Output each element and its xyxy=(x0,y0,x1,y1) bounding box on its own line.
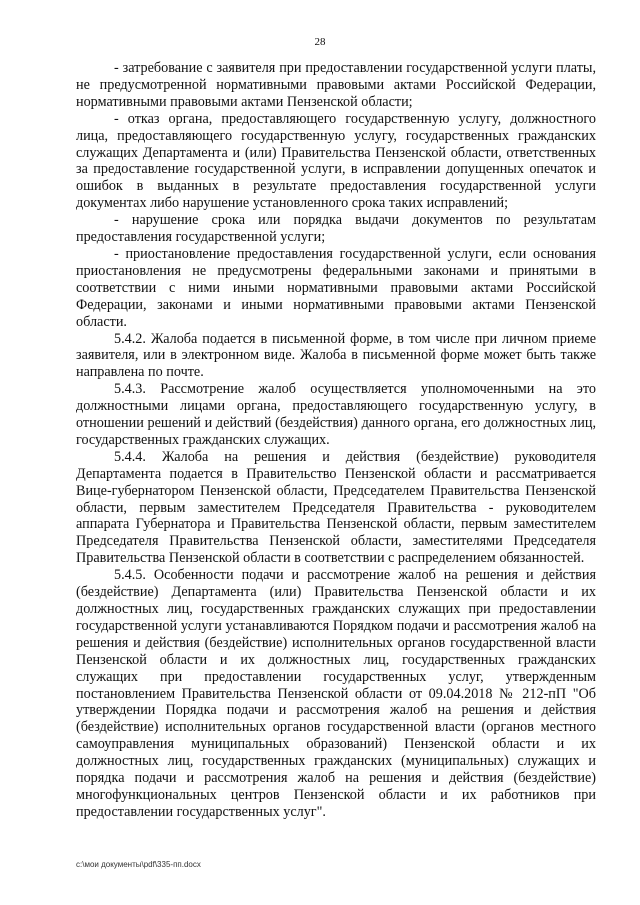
paragraph-deadline-violation: - нарушение срока или порядка выдачи документов по результатам предоставления государственной услуги; xyxy=(76,212,596,246)
document-body xyxy=(76,60,596,821)
paragraph-5-4-5: 5.4.5. Особенности подачи и рассмотрение жалоб на решения и действия (бездействие) Департамента (или) Правительства Пензенской области и их должностных лиц, государственных гражданских служащих при предоставлении государственной услуги устанавливаются Порядком подачи и рассмотрения жалоб на решения и действия (бездействие) исполнительных органов государственной власти Пензенской области и их должностных лиц, государственных гражданских служащих при предоставлении государственных услуг, утвержденным постановлением Правительства Пензенской области от 09.04.2018 № 212-пП "Об утверждении Порядка подачи и рассмотрения жалоб на решения и действия (бездействие) исполнительных органов государственной власти (органов местного самоуправления муниципальных образований) Пензенской области и их должностных лиц, государственных гражданских (муниципальных) служащих и порядка подачи и рассмотрения жалоб на решения и действия (бездействие) многофункциональных центров Пензенской области и их работников при предоставлении государственных услуг". xyxy=(76,567,596,820)
paragraph-5-4-2: 5.4.2. Жалоба подается в письменной форме, в том числе при личном приеме заявителя, или в электронном виде. Жалоба в письменной форме может быть также направлена по почте. xyxy=(76,330,596,381)
paragraph-5-4-3: 5.4.3. Рассмотрение жалоб осуществляется уполномоченными на это должностными лицами органа, предоставляющего государственную услугу, в отношении решений и действий (бездействия) данного органа, его должностных лиц, государственных гражданских служащих. xyxy=(76,381,596,448)
footer-file-path: c:\мои документы\pdf\335-пп.docx xyxy=(76,860,201,869)
paragraph-demand-payment: - затребование с заявителя при предоставлении государственной услуги платы, не предусмотренной нормативными правовыми актами Российской Федерации, нормативными правовыми актами Пензенской области; xyxy=(76,60,596,110)
paragraph-suspension: - приостановление предоставления государственной услуги, если основания приостановления не предусмотрены федеральными законами и принятыми в соответствии с ними иными нормативными правовыми актами Российской Федерации, законами и иными нормативными правовыми актами Пензенской области. xyxy=(76,245,596,330)
paragraph-5-4-4: 5.4.4. Жалоба на решения и действия (бездействие) руководителя Департамента подается в Правительство Пензенской области и рассматривается Вице-губернатором Пензенской области, Председателем Правительства Пензенской области, первым заместителем Председателя Правительства - руководителем аппарата Губернатора и Правительства Пензенской области, первым заместителем Председателя Правительства Пензенской области, заместителями Председателя Правительства Пензенской области в соответствии с распределением обязанностей. xyxy=(76,448,596,567)
paragraph-refusal-correction: - отказ органа, предоставляющего государственную услугу, должностного лица, предоставляющего государственную услугу, государственных гражданских служащих Департамента и (или) Правительства Пензенской области, ответственных за предоставление государственной услуги, в исправлении допущенных опечаток и ошибок в выданных в результате предоставления государственной услуги документах либо нарушение установленного срока таких исправлений; xyxy=(76,110,596,212)
page-number: 28 xyxy=(314,36,326,48)
